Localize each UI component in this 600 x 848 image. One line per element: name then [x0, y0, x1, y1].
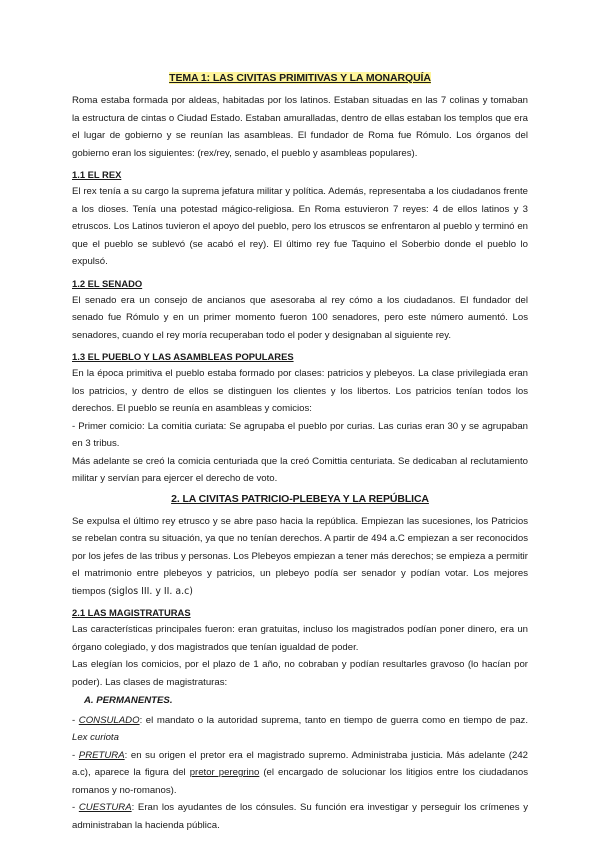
item-consulado: - CONSULADO: el mandato o la autoridad suprema, tanto en tiempo de guerra como en tiempo de paz. Lex curiota — [72, 714, 528, 743]
heading-senado: 1.2 EL SENADO — [72, 277, 143, 289]
paragraph-rex: El rex tenía a su cargo la suprema jefatura militar y política. Además, representaba a los ciudadanos frente a los dioses. Tenía una potestad mágico-religiosa. En Roma estuvieron 7 reyes: 4 de ellos latinos y 3 etruscos. Los Latinos tuvieron el apoyo del pueblo, pero los etruscos se enfrentaron al pueblo y terminó en que el pueblo se sublevó (se acabó el rey). El último rey fue Taquino el Soberbio donde el pueblo lo expulsó. — [72, 186, 528, 267]
pretura-label: PRETURA — [78, 749, 125, 761]
document-page — [72, 72, 528, 839]
chapter-title-2: 2. LA CIVITAS PATRICIO-PLEBEYA Y LA REPÚBLICA — [171, 492, 429, 505]
paragraph-comicio: - Primer comicio: La comitia curiata: Se agrupaba el pueblo por curias. Las curias eran 30 y se agrupaban en 3 tribus. — [72, 420, 528, 449]
paragraph-comicios: Las elegían los comicios, por el plazo de 1 año, no cobraban y podían resultarles gravoso (lo hacían por poder). Las clases de magistraturas: — [72, 659, 528, 688]
paragraph-republica: Se expulsa el último rey etrusco y se abre paso hacia la república. Empiezan las sucesiones, los Patricios se rebelan contra su situación, ya que no tenían derechos. A partir de 494 a.C empiezan a ser reconocidos por los jefes de las tribus y personas. Los Plebeyos empiezan a tener más derechos; se empieza a permitir el matrimonio entre plebeyos y patricios, un plebeyo podía ser senador y podían votar. Los mejores tiempos (siglos III. y II. a.c) — [72, 515, 528, 597]
subheading-permanentes: A. PERMANENTES. — [84, 695, 173, 706]
item-pretura: - PRETURA: en su origen el pretor era el magistrado supremo. Administraba justicia. Más adelante (242 a.c), aparece la figura del pretor peregrino (el encargado de solucionar los litigios entre los ciudadanos romanos y no-romanos). — [72, 749, 528, 796]
paragraph-pueblo: En la época primitiva el pueblo estaba formado por clases: patricios y plebeyos. La clase privilegiada eran los patricios, y dentro de ellos se distinguen los clientes y los libertos. Los patricios tenían todos los derechos. El pueblo se reunía en asambleas y comicios: — [72, 368, 528, 414]
paragraph-caracteristicas: Las características principales fueron: eran gratuitas, incluso los magistrados podían poner dinero, era un órgano colegiado, y dos magistrados que tenían igualdad de poder. — [72, 624, 528, 653]
chapter-title-1: TEMA 1: LAS CIVITAS PRIMITIVAS Y LA MONARQUÍA — [169, 72, 431, 84]
pretor-peregrino: pretor peregrino — [189, 767, 260, 778]
heading-pueblo: 1.3 EL PUEBLO Y LAS ASAMBLEAS POPULARES — [72, 351, 294, 362]
consulado-label: CONSULADO — [78, 714, 140, 726]
heading-rex: 1.1 EL REX — [72, 169, 122, 180]
paragraph-senado: El senado era un consejo de ancianos que asesoraba al rey cómo a los ciudadanos. El fundador del senado fue Rómulo y en un primer momento fueron 100 senadores, pero este número aumentó. Los senadores, cuando el rey moría recuperaban todo el poder y designaban al siguiente rey. — [72, 294, 528, 341]
item-cuestura: - CUESTURA: Eran los ayudantes de los cónsules. Su función era investigar y perseguir los crímenes y administraban la hacienda pública. — [72, 802, 528, 831]
cuestura-label: CUESTURA — [78, 802, 132, 813]
paragraph-centuriata: Más adelante se creó la comicia centuriada que la creó Comittia centuriata. Se dedicaban al reclutamiento militar y servían para ejercer el derecho de voto. — [72, 455, 528, 484]
heading-magistraturas: 2.1 LAS MAGISTRATURAS — [72, 607, 191, 618]
intro-paragraph: Roma estaba formada por aldeas, habitadas por los latinos. Estaban situadas en las 7 colinas y tomaban la estructura de cintas o Ciudad Estado. Estaban amuralladas, dentro de ellas estaban los templos que era el lugar de gobierno y se reunían las asambleas. El fundador de Roma fue Rómulo. Los órganos del gobierno eran los siguientes: (rex/rey, senado, el pueblo y asambleas populares). — [72, 95, 528, 159]
